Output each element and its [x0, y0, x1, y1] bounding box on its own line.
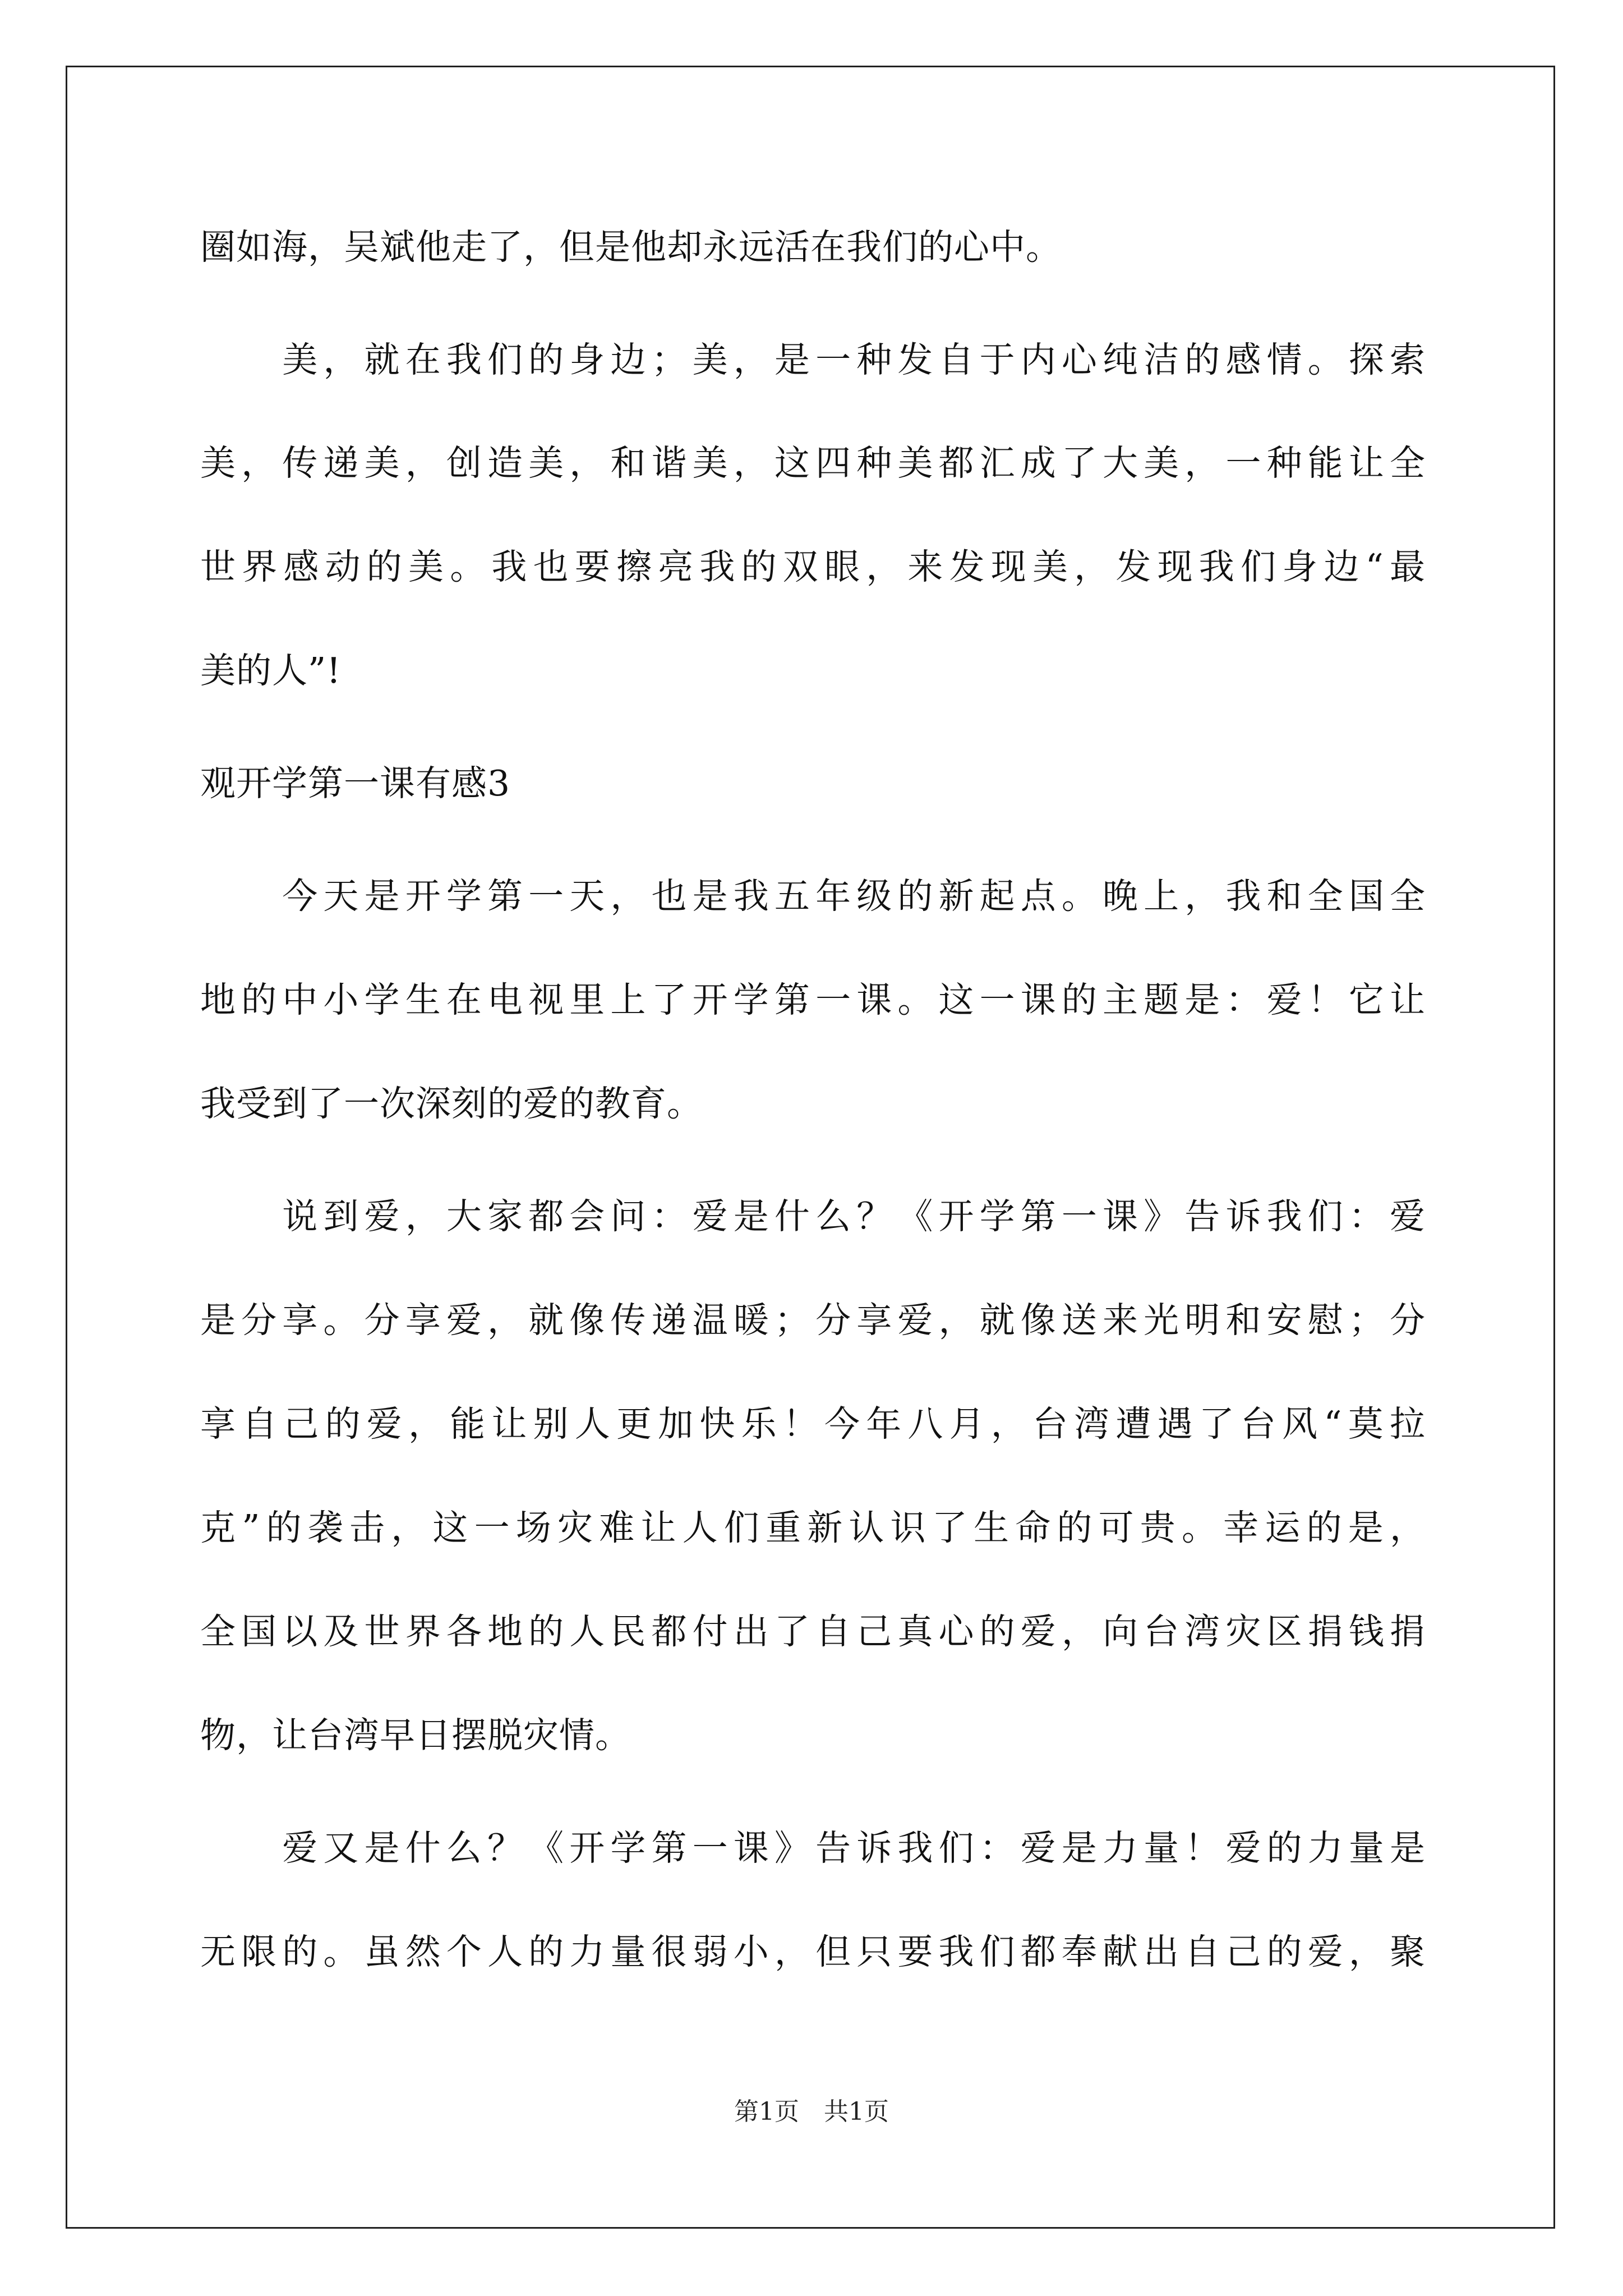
text-line: 享自己的爱，能让别人更加快乐！今年八月，台湾遭遇了台风“莫拉 [200, 1404, 1426, 1444]
section-heading: 观开学第一课有感3 [200, 763, 511, 804]
text-line: 物，让台湾早日摆脱灾情。 [200, 1715, 631, 1756]
text-line: 是分享。分享爱，就像传递温暖；分享爱，就像送来光明和安慰；分 [200, 1300, 1426, 1341]
text-line: 爱又是什么？《开学第一课》告诉我们：爱是力量！爱的力量是 [200, 1828, 1426, 1869]
text-line: 今天是开学第一天，也是我五年级的新起点。晚上，我和全国全 [200, 876, 1426, 917]
text-line: 美的人”! [200, 650, 342, 691]
page-border [66, 66, 1555, 2229]
text-line: 圈如海，吴斌他走了，但是他却永远活在我们的心中。 [200, 227, 1062, 268]
text-line: 克”的袭击，这一场灾难让人们重新认识了生命的可贵。幸运的是， [200, 1507, 1426, 1548]
text-line: 我受到了一次深刻的爱的教育。 [200, 1083, 703, 1124]
text-line: 地的中小学生在电视里上了开学第一课。这一课的主题是：爱！它让 [200, 979, 1426, 1020]
text-line: 美，就在我们的身边；美，是一种发自于内心纯洁的感情。探索 [200, 339, 1426, 380]
text-line: 说到爱，大家都会问：爱是什么？《开学第一课》告诉我们：爱 [200, 1196, 1426, 1237]
text-line: 美，传递美，创造美，和谐美，这四种美都汇成了大美，一种能让全 [200, 443, 1426, 484]
text-line: 全国以及世界各地的人民都付出了自己真心的爱，向台湾灾区捐钱捐 [200, 1611, 1426, 1652]
text-line: 世界感动的美。我也要擦亮我的双眼，来发现美，发现我们身边“最 [200, 546, 1426, 587]
text-line: 无限的。虽然个人的力量很弱小，但只要我们都奉献出自己的爱，聚 [200, 1931, 1426, 1972]
page-footer: 第1页 共1页 [734, 2097, 889, 2126]
